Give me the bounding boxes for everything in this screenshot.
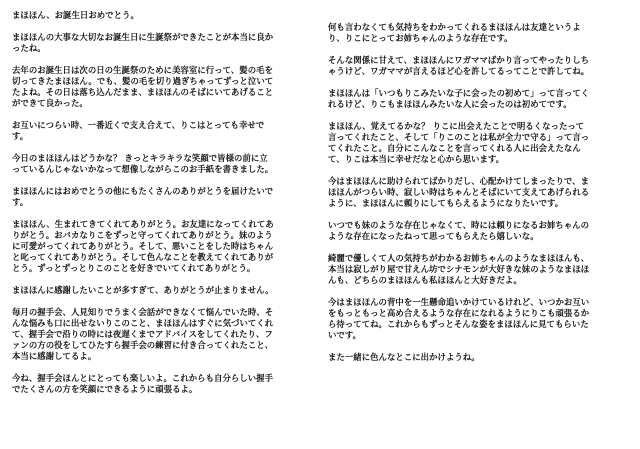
letter-column-right (328, 22, 628, 374)
letter-paragraph: 綺麗で優しくて人の気持ちがわかるお姉ちゃんのようなまほほんも、 本当は寂しがり屋で甘えん坊でシナモンが大好きな妹のようなまほほ んも、どちらのまほほんも私ほほんと大好きだよ。 (328, 253, 590, 285)
letter-paragraph: まほほんは「いつもりこみたいな子に会ったの初めて」って言ってく れるけど、りこもまほほんみたいな人に会ったのは初めてです。 (328, 88, 590, 109)
letter-paragraph: いつでも妹のような存在じゃなくて、時には頼りになるお姉ちゃんの ような存在になったねって思ってもらえたら嬉しいな。 (328, 220, 590, 241)
letter-paragraph: まほほんに感謝したいことが多すぎて、ありがとうが止まりません。 (12, 285, 274, 295)
letter-paragraph: まほほんの大事な大切なお誕生日に生誕祭ができたことが本当に良か ったね。 (12, 32, 274, 53)
letter-paragraph: 今はまほほんの背中を一生懸命追いかけているけれど、いつかお互い をもっともっと高め合えるような存在になれるようにりこも頑張るか ら待っててね。これからもずっとそんな姿をまほほんに見てもらいた いです。 (328, 297, 590, 340)
letter-column-left (12, 10, 312, 406)
letter-paragraph: 今ね、握手会ほんとにとっても楽しいよ。これからも自分らしい握手 でたくさんの方を笑顔にできるように頑張るよ。 (12, 373, 274, 394)
letter-paragraph: 去年のお誕生日は次の日の生誕祭のために美容室に行って、髪の毛を 切ってきたまほほん。でも、髪の毛を切り過ぎちゃってずっと泣いて たよね。その日は落ち込んだまま、まほほんのそばにいてあげること ができて良かった。 (12, 65, 274, 108)
letter-paragraph: 今はまほほんに助けられてばかりだし、心配かけてしまったりで、ま ほほんがつらい時、寂しい時はちゃんとそばにいて支えてあげられる ように、まほほんに頼りにしてもらえるようになりたいです。 (328, 176, 590, 208)
letter-paragraph: 今日のまほほんはどうかな？ きっとキラキラな笑顔で皆様の前に立 っているんじゃないかなって想像しながらこのお手紙を書きました。 (12, 153, 274, 174)
letter-paragraph: 毎月の握手会、人見知りでうまく会話ができなくて悩んでいた時、そ んな悩みも口に出せないりこのこと、まほほんはすぐに気づいてくれ て、握手会で沿りの時には夜遅くまでアドバイスをしてくれたり、フ ァンの方の役をしてひたすら握手会の練習に付き合ってくれたこと、 本当に感謝してるよ。 (12, 307, 274, 361)
letter-paragraph: また一緒に色んなとこに出かけようね。 (328, 352, 480, 362)
letter-paragraph: そんな関係に甘えて、まほほんにワガママばかり言ってやったりしち ゃうけど、ワガママが言えるほど心を許してるってことで許してね。 (328, 55, 590, 76)
letter-paragraph: まほほん、覚えてるかな？ りこに出会えたことで明るくなったって 言ってくれたこと、そして「りこのことは私が全力で守る」って言っ てくれたこと。自分にこんなことを言ってくれる人に出会えたなん て、りこは本当に幸せだなと心から思います。 (328, 121, 590, 164)
letter-paragraph: まほほん、お誕生日おめでとう。 (12, 10, 139, 20)
letter-paragraph: まほほんにはおめでとうの他にもたくさんのありがとうを届けたいで す。 (12, 186, 274, 207)
letter-paragraph: 何も言わなくても気持ちをわかってくれるまほほんは友達というよ り、りこにとってお姉ちゃんのような存在です。 (328, 22, 581, 43)
letter-paragraph: まほほん、生まれてきてくれてありがとう。お友達になってくれてあ りがとう。おバカなりこをずっと守ってくれてありがとう。妹のよう に可愛がってくれてありがとう。そして、悪いことをした時はちゃん と叱ってくれてありがとう。そして色んなことを教えてくれてありが とう。ずっとずっとりこのことを好きでいてくれてありがとう。 (12, 219, 274, 273)
letter-paragraph: お互いにつらい時、一番近くで支え合えて、りこはとっても幸せで す。 (12, 120, 265, 141)
